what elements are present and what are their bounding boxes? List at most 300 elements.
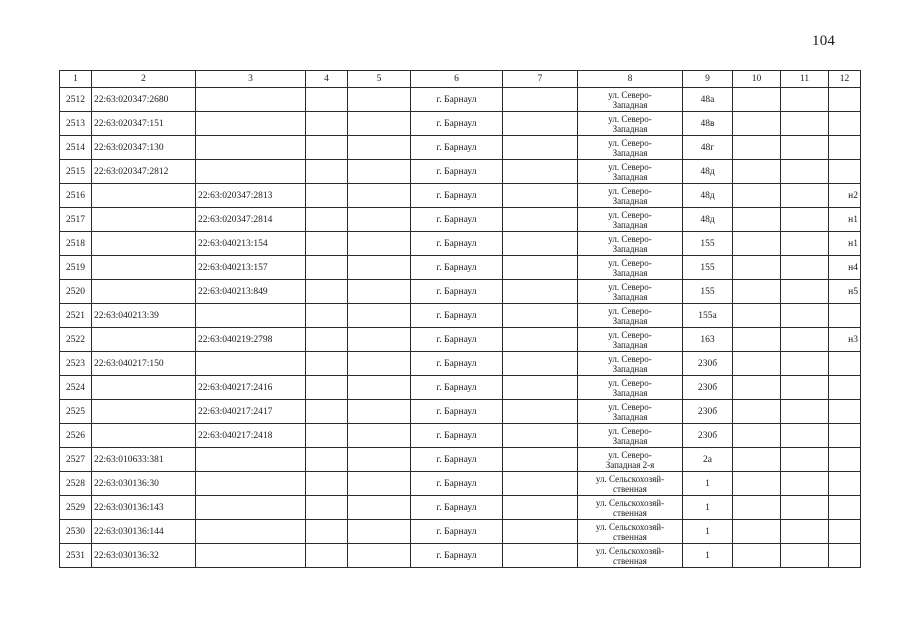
empty-cell-col10 — [733, 136, 781, 160]
table-row — [60, 280, 861, 304]
empty-cell-col11 — [781, 424, 829, 448]
empty-cell-col10 — [733, 544, 781, 568]
street-cell — [578, 112, 683, 136]
row-number-cell: 2522 — [60, 328, 92, 352]
street-line-2: Западная — [612, 291, 648, 302]
cadastral-number-sub-cell — [196, 520, 306, 544]
note-cell — [829, 376, 861, 400]
empty-cell-col10 — [733, 520, 781, 544]
empty-cell-col11 — [781, 232, 829, 256]
column-header: 9 — [683, 71, 733, 88]
empty-cell-col10 — [733, 424, 781, 448]
city-cell: г. Барнаул — [411, 424, 503, 448]
table-row — [60, 352, 861, 376]
empty-cell-col4 — [306, 376, 348, 400]
house-number-cell: 163 — [683, 328, 733, 352]
city-cell: г. Барнаул — [411, 520, 503, 544]
empty-cell-col11 — [781, 520, 829, 544]
empty-cell-col5 — [348, 448, 411, 472]
cadastral-number-cell: 22:63:030136:144 — [92, 520, 196, 544]
row-number-cell: 2527 — [60, 448, 92, 472]
city-cell: г. Барнаул — [411, 400, 503, 424]
empty-cell-col11 — [781, 184, 829, 208]
cadastral-number-cell: 22:63:030136:32 — [92, 544, 196, 568]
empty-cell-col4 — [306, 88, 348, 112]
note-cell: н3 — [829, 328, 861, 352]
house-number-cell: 155 — [683, 280, 733, 304]
street-cell — [578, 352, 683, 376]
street-line-2: Западная — [612, 195, 648, 206]
street-line-2: Западная — [612, 147, 648, 158]
empty-cell-col4 — [306, 496, 348, 520]
row-number-cell: 2520 — [60, 280, 92, 304]
note-cell — [829, 496, 861, 520]
cadastral-number-cell: 22:63:020347:2680 — [92, 88, 196, 112]
table-row — [60, 232, 861, 256]
row-number-cell: 2525 — [60, 400, 92, 424]
empty-cell-col4 — [306, 328, 348, 352]
cadastral-number-cell — [92, 400, 196, 424]
empty-cell-col4 — [306, 304, 348, 328]
street-cell — [578, 280, 683, 304]
empty-cell-col5 — [348, 112, 411, 136]
empty-cell-col5 — [348, 520, 411, 544]
registry-table — [59, 70, 861, 568]
house-number-cell: 2а — [683, 448, 733, 472]
city-cell: г. Барнаул — [411, 112, 503, 136]
table-row — [60, 520, 861, 544]
row-number-cell: 2514 — [60, 136, 92, 160]
row-number-cell: 2524 — [60, 376, 92, 400]
street-cell — [578, 376, 683, 400]
street-cell — [578, 232, 683, 256]
note-cell — [829, 112, 861, 136]
empty-cell-col7 — [503, 496, 578, 520]
table-row — [60, 88, 861, 112]
note-cell — [829, 304, 861, 328]
column-header: 11 — [781, 71, 829, 88]
street-cell — [578, 136, 683, 160]
street-line-2: ственная — [613, 483, 647, 494]
column-header: 2 — [92, 71, 196, 88]
empty-cell-col11 — [781, 136, 829, 160]
empty-cell-col11 — [781, 400, 829, 424]
empty-cell-col10 — [733, 472, 781, 496]
empty-cell-col5 — [348, 136, 411, 160]
street-line-2: Западная — [612, 99, 648, 110]
street-line-1: ул. Северо- — [608, 329, 652, 340]
empty-cell-col5 — [348, 280, 411, 304]
street-line-1: ул. Северо- — [608, 161, 652, 172]
cadastral-number-sub-cell — [196, 88, 306, 112]
table-row — [60, 160, 861, 184]
empty-cell-col7 — [503, 328, 578, 352]
house-number-cell: 1 — [683, 520, 733, 544]
house-number-cell: 1 — [683, 496, 733, 520]
empty-cell-col5 — [348, 184, 411, 208]
empty-cell-col7 — [503, 448, 578, 472]
house-number-cell: 230б — [683, 376, 733, 400]
cadastral-number-sub-cell — [196, 352, 306, 376]
street-cell — [578, 400, 683, 424]
street-line-2: ственная — [613, 507, 647, 518]
house-number-cell: 48д — [683, 160, 733, 184]
row-number-cell: 2530 — [60, 520, 92, 544]
street-line-2: Западная — [612, 171, 648, 182]
empty-cell-col7 — [503, 256, 578, 280]
cadastral-number-sub-cell — [196, 472, 306, 496]
house-number-cell: 230б — [683, 352, 733, 376]
street-line-2: Западная 2-я — [605, 459, 655, 470]
empty-cell-col10 — [733, 328, 781, 352]
empty-cell-col4 — [306, 400, 348, 424]
row-number-cell: 2523 — [60, 352, 92, 376]
cadastral-number-sub-cell: 22:63:020347:2814 — [196, 208, 306, 232]
street-line-1: ул. Северо- — [608, 377, 652, 388]
cadastral-number-sub-cell: 22:63:040217:2418 — [196, 424, 306, 448]
empty-cell-col4 — [306, 184, 348, 208]
city-cell: г. Барнаул — [411, 472, 503, 496]
street-line-1: ул. Сельскохозяй- — [595, 545, 665, 556]
cadastral-number-cell — [92, 376, 196, 400]
empty-cell-col5 — [348, 544, 411, 568]
city-cell: г. Барнаул — [411, 232, 503, 256]
street-line-1: ул. Северо- — [608, 305, 652, 316]
cadastral-number-sub-cell: 22:63:040213:157 — [196, 256, 306, 280]
cadastral-number-cell — [92, 280, 196, 304]
empty-cell-col10 — [733, 88, 781, 112]
street-line-1: ул. Северо- — [608, 401, 652, 412]
house-number-cell: 155 — [683, 256, 733, 280]
row-number-cell: 2526 — [60, 424, 92, 448]
row-number-cell: 2517 — [60, 208, 92, 232]
street-cell — [578, 424, 683, 448]
table-row — [60, 448, 861, 472]
empty-cell-col10 — [733, 400, 781, 424]
city-cell: г. Барнаул — [411, 448, 503, 472]
empty-cell-col7 — [503, 544, 578, 568]
table-row — [60, 256, 861, 280]
empty-cell-col11 — [781, 352, 829, 376]
cadastral-number-sub-cell: 22:63:020347:2813 — [196, 184, 306, 208]
city-cell: г. Барнаул — [411, 208, 503, 232]
house-number-cell: 48д — [683, 208, 733, 232]
row-number-cell: 2512 — [60, 88, 92, 112]
street-line-1: ул. Северо- — [608, 113, 652, 124]
street-line-2: Западная — [612, 123, 648, 134]
empty-cell-col5 — [348, 88, 411, 112]
empty-cell-col4 — [306, 160, 348, 184]
cadastral-number-cell — [92, 232, 196, 256]
empty-cell-col5 — [348, 400, 411, 424]
street-line-2: Западная — [612, 315, 648, 326]
cadastral-number-sub-cell: 22:63:040217:2417 — [196, 400, 306, 424]
note-cell: н1 — [829, 208, 861, 232]
empty-cell-col10 — [733, 352, 781, 376]
house-number-cell: 48а — [683, 88, 733, 112]
street-line-1: ул. Северо- — [608, 257, 652, 268]
empty-cell-col10 — [733, 304, 781, 328]
city-cell: г. Барнаул — [411, 376, 503, 400]
street-line-1: ул. Северо- — [608, 353, 652, 364]
street-cell — [578, 208, 683, 232]
empty-cell-col7 — [503, 184, 578, 208]
empty-cell-col10 — [733, 280, 781, 304]
empty-cell-col11 — [781, 544, 829, 568]
cadastral-number-sub-cell — [196, 160, 306, 184]
cadastral-number-cell: 22:63:020347:130 — [92, 136, 196, 160]
cadastral-number-cell: 22:63:020347:2812 — [92, 160, 196, 184]
empty-cell-col5 — [348, 256, 411, 280]
empty-cell-col4 — [306, 544, 348, 568]
table-body — [60, 71, 861, 568]
empty-cell-col5 — [348, 304, 411, 328]
note-cell — [829, 88, 861, 112]
empty-cell-col4 — [306, 256, 348, 280]
column-header: 10 — [733, 71, 781, 88]
note-cell — [829, 352, 861, 376]
cadastral-number-cell — [92, 424, 196, 448]
city-cell: г. Барнаул — [411, 184, 503, 208]
empty-cell-col10 — [733, 184, 781, 208]
column-header: 4 — [306, 71, 348, 88]
house-number-cell: 48в — [683, 112, 733, 136]
street-line-2: Западная — [612, 243, 648, 254]
cadastral-number-sub-cell: 22:63:040217:2416 — [196, 376, 306, 400]
cadastral-number-cell — [92, 184, 196, 208]
empty-cell-col11 — [781, 88, 829, 112]
table-row — [60, 208, 861, 232]
empty-cell-col4 — [306, 208, 348, 232]
empty-cell-col7 — [503, 400, 578, 424]
cadastral-number-cell — [92, 208, 196, 232]
empty-cell-col4 — [306, 424, 348, 448]
note-cell — [829, 424, 861, 448]
empty-cell-col7 — [503, 424, 578, 448]
cadastral-number-sub-cell — [196, 544, 306, 568]
street-cell — [578, 496, 683, 520]
cadastral-number-sub-cell — [196, 496, 306, 520]
street-line-1: ул. Северо- — [608, 425, 652, 436]
note-cell — [829, 160, 861, 184]
empty-cell-col11 — [781, 304, 829, 328]
empty-cell-col10 — [733, 496, 781, 520]
table-row — [60, 328, 861, 352]
street-cell — [578, 328, 683, 352]
street-line-2: Западная — [612, 387, 648, 398]
house-number-cell: 1 — [683, 544, 733, 568]
column-header: 12 — [829, 71, 861, 88]
cadastral-number-sub-cell — [196, 112, 306, 136]
row-number-cell: 2529 — [60, 496, 92, 520]
empty-cell-col5 — [348, 376, 411, 400]
city-cell: г. Барнаул — [411, 256, 503, 280]
house-number-cell: 48д — [683, 184, 733, 208]
cadastral-number-cell — [92, 328, 196, 352]
empty-cell-col7 — [503, 160, 578, 184]
empty-cell-col5 — [348, 424, 411, 448]
empty-cell-col10 — [733, 232, 781, 256]
empty-cell-col5 — [348, 352, 411, 376]
empty-cell-col10 — [733, 160, 781, 184]
note-cell — [829, 448, 861, 472]
note-cell — [829, 520, 861, 544]
empty-cell-col4 — [306, 136, 348, 160]
table-row — [60, 472, 861, 496]
empty-cell-col11 — [781, 112, 829, 136]
empty-cell-col11 — [781, 280, 829, 304]
empty-cell-col7 — [503, 136, 578, 160]
empty-cell-col11 — [781, 208, 829, 232]
cadastral-number-sub-cell — [196, 448, 306, 472]
street-line-1: ул. Сельскохозяй- — [595, 473, 665, 484]
empty-cell-col4 — [306, 448, 348, 472]
empty-cell-col10 — [733, 256, 781, 280]
house-number-cell: 230б — [683, 400, 733, 424]
column-header: 3 — [196, 71, 306, 88]
city-cell: г. Барнаул — [411, 496, 503, 520]
column-header: 6 — [411, 71, 503, 88]
empty-cell-col4 — [306, 472, 348, 496]
city-cell: г. Барнаул — [411, 328, 503, 352]
street-cell — [578, 448, 683, 472]
empty-cell-col11 — [781, 496, 829, 520]
city-cell: г. Барнаул — [411, 136, 503, 160]
empty-cell-col7 — [503, 376, 578, 400]
cadastral-number-cell: 22:63:040217:150 — [92, 352, 196, 376]
city-cell: г. Барнаул — [411, 160, 503, 184]
house-number-cell: 155а — [683, 304, 733, 328]
empty-cell-col5 — [348, 472, 411, 496]
street-line-1: ул. Северо- — [608, 449, 652, 460]
cadastral-number-cell: 22:63:030136:143 — [92, 496, 196, 520]
empty-cell-col10 — [733, 448, 781, 472]
empty-cell-col5 — [348, 328, 411, 352]
empty-cell-col11 — [781, 376, 829, 400]
street-line-1: ул. Северо- — [608, 281, 652, 292]
street-line-2: Западная — [612, 363, 648, 374]
empty-cell-col5 — [348, 496, 411, 520]
note-cell: н2 — [829, 184, 861, 208]
city-cell: г. Барнаул — [411, 544, 503, 568]
empty-cell-col7 — [503, 88, 578, 112]
empty-cell-col7 — [503, 352, 578, 376]
cadastral-number-sub-cell — [196, 304, 306, 328]
table-row — [60, 424, 861, 448]
street-cell — [578, 256, 683, 280]
house-number-cell: 230б — [683, 424, 733, 448]
cadastral-number-cell: 22:63:040213:39 — [92, 304, 196, 328]
table-row — [60, 184, 861, 208]
house-number-cell: 1 — [683, 472, 733, 496]
note-cell — [829, 472, 861, 496]
empty-cell-col7 — [503, 232, 578, 256]
street-line-1: ул. Северо- — [608, 89, 652, 100]
row-number-cell: 2513 — [60, 112, 92, 136]
note-cell: н5 — [829, 280, 861, 304]
table-row — [60, 112, 861, 136]
table-row — [60, 544, 861, 568]
empty-cell-col7 — [503, 280, 578, 304]
row-number-cell: 2528 — [60, 472, 92, 496]
note-cell — [829, 544, 861, 568]
empty-cell-col11 — [781, 448, 829, 472]
street-line-2: Западная — [612, 411, 648, 422]
street-line-2: Западная — [612, 219, 648, 230]
street-line-1: ул. Северо- — [608, 233, 652, 244]
empty-cell-col11 — [781, 328, 829, 352]
cadastral-number-cell — [92, 256, 196, 280]
table-row — [60, 304, 861, 328]
cadastral-number-sub-cell: 22:63:040213:849 — [196, 280, 306, 304]
street-line-1: ул. Северо- — [608, 185, 652, 196]
empty-cell-col10 — [733, 208, 781, 232]
header-row — [60, 71, 861, 88]
empty-cell-col4 — [306, 520, 348, 544]
column-header: 5 — [348, 71, 411, 88]
empty-cell-col11 — [781, 472, 829, 496]
cadastral-number-sub-cell: 22:63:040213:154 — [196, 232, 306, 256]
empty-cell-col4 — [306, 352, 348, 376]
street-line-2: Западная — [612, 435, 648, 446]
table-row — [60, 136, 861, 160]
row-number-cell: 2515 — [60, 160, 92, 184]
row-number-cell: 2519 — [60, 256, 92, 280]
empty-cell-col4 — [306, 112, 348, 136]
city-cell: г. Барнаул — [411, 280, 503, 304]
empty-cell-col7 — [503, 208, 578, 232]
page-number: 104 — [812, 33, 836, 49]
house-number-cell: 48г — [683, 136, 733, 160]
cadastral-number-cell: 22:63:030136:30 — [92, 472, 196, 496]
street-line-2: ственная — [613, 555, 647, 566]
street-line-2: ственная — [613, 531, 647, 542]
empty-cell-col5 — [348, 232, 411, 256]
empty-cell-col7 — [503, 472, 578, 496]
cadastral-number-sub-cell — [196, 136, 306, 160]
street-line-2: Западная — [612, 267, 648, 278]
row-number-cell: 2518 — [60, 232, 92, 256]
empty-cell-col5 — [348, 160, 411, 184]
column-header: 1 — [60, 71, 92, 88]
street-line-2: Западная — [612, 339, 648, 350]
row-number-cell: 2516 — [60, 184, 92, 208]
street-cell — [578, 88, 683, 112]
cadastral-number-cell: 22:63:010633:381 — [92, 448, 196, 472]
street-cell — [578, 304, 683, 328]
column-header: 7 — [503, 71, 578, 88]
street-cell — [578, 472, 683, 496]
empty-cell-col11 — [781, 160, 829, 184]
cadastral-number-sub-cell: 22:63:040219:2798 — [196, 328, 306, 352]
empty-cell-col5 — [348, 208, 411, 232]
table-row — [60, 400, 861, 424]
empty-cell-col10 — [733, 112, 781, 136]
note-cell — [829, 400, 861, 424]
row-number-cell: 2521 — [60, 304, 92, 328]
note-cell — [829, 136, 861, 160]
street-cell — [578, 184, 683, 208]
empty-cell-col11 — [781, 256, 829, 280]
table-row — [60, 376, 861, 400]
empty-cell-col4 — [306, 280, 348, 304]
empty-cell-col4 — [306, 232, 348, 256]
empty-cell-col7 — [503, 304, 578, 328]
row-number-cell: 2531 — [60, 544, 92, 568]
city-cell: г. Барнаул — [411, 352, 503, 376]
house-number-cell: 155 — [683, 232, 733, 256]
note-cell: н1 — [829, 232, 861, 256]
